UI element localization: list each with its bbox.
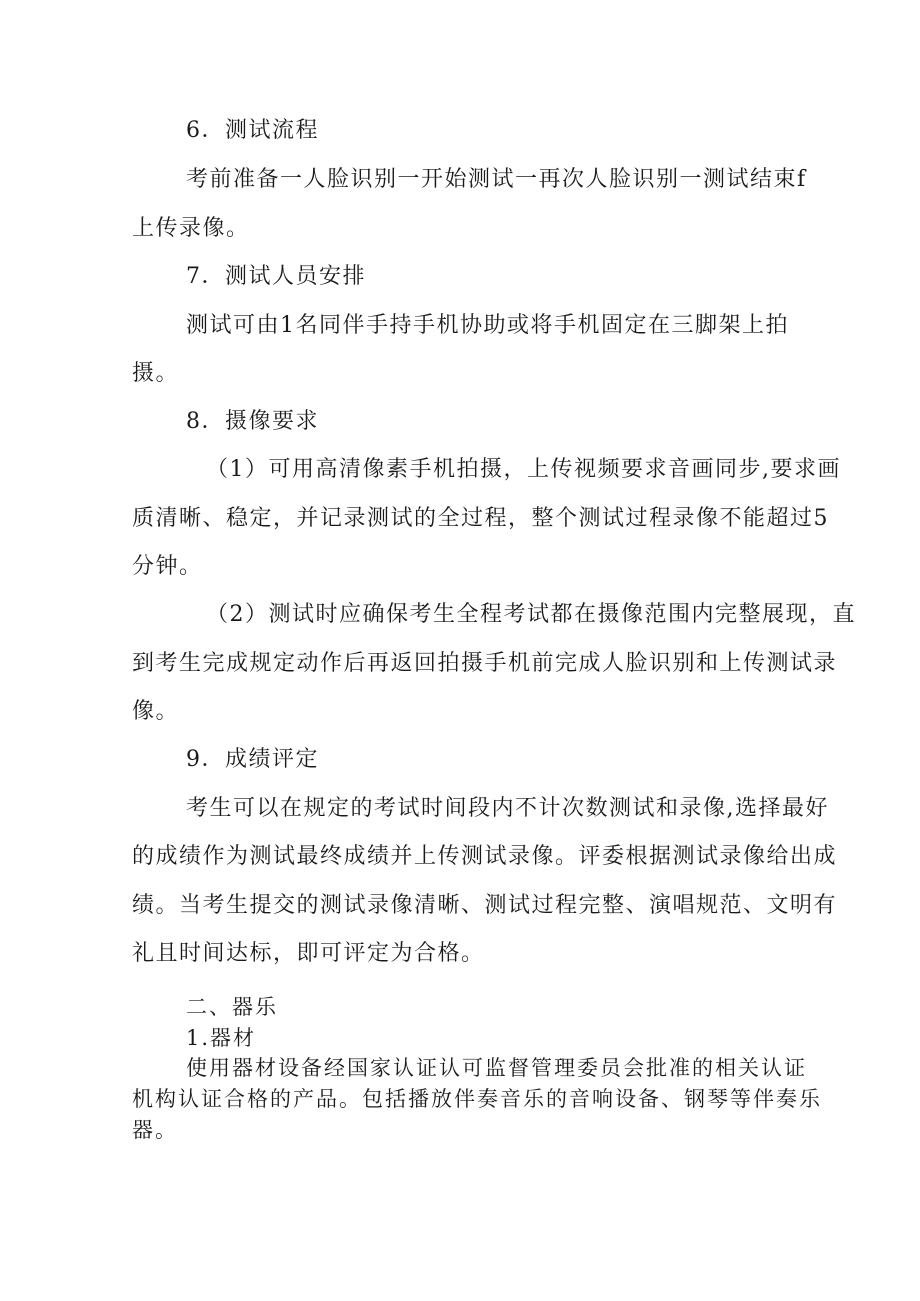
section-7-line-2: 摄。 <box>132 361 180 386</box>
section-6-heading: 6．测试流程 <box>186 118 319 143</box>
part-2-line-1: 使用器材设备经国家认证认可监督管理委员会批准的相关认证 <box>186 1056 807 1080</box>
section-8-heading: 8．摄像要求 <box>186 409 319 434</box>
section-8-item-2-line-1: （2）测试时应确保考生全程考试都在摄像范围内完整展现，直 <box>206 602 856 627</box>
section-9-line-3: 绩。当考生提交的测试录像清晰、测试过程完整、演唱规范、文明有 <box>132 893 838 918</box>
part-2-heading: 二、器乐 <box>186 995 278 1019</box>
section-8-item-2-line-3: 像。 <box>132 699 180 724</box>
section-9-line-4: 礼且时间达标，即可评定为合格。 <box>132 941 485 966</box>
section-9-heading: 9．成绩评定 <box>186 747 319 772</box>
section-6-line-1: 考前准备一人脸识别一开始测试一再次人脸识别一测试结束f <box>186 167 807 192</box>
section-7-heading: 7．测试人员安排 <box>186 264 366 289</box>
section-6-line-2: 上传录像。 <box>132 216 250 241</box>
part-2-line-2: 机构认证合格的产品。包括播放伴奏音乐的音响设备、钢琴等伴奏乐 <box>132 1087 822 1111</box>
section-7-line-1: 测试可由1名同伴手持手机协助或将手机固定在三脚架上拍 <box>186 313 789 338</box>
section-8-item-1-line-1: （1）可用高清像素手机拍摄，上传视频要求音画同步,要求画 <box>206 457 841 482</box>
part-2-subheading-1: 1.器材 <box>186 1026 257 1050</box>
section-8-item-2-line-2: 到考生完成规定动作后再返回拍摄手机前完成人脸识别和上传测试录 <box>132 651 838 676</box>
section-9-line-2: 的成绩作为测试最终成绩并上传测试录像。评委根据测试录像给出成 <box>132 844 838 869</box>
section-8-item-1-line-3: 分钟。 <box>132 554 203 579</box>
section-8-item-1-line-2: 质清晰、稳定，并记录测试的全过程，整个测试过程录像不能超过5 <box>132 506 829 531</box>
section-9-line-1: 考生可以在规定的考试时间段内不计次数测试和录像,选择最好 <box>186 796 829 821</box>
part-2-line-3: 器。 <box>132 1118 178 1142</box>
